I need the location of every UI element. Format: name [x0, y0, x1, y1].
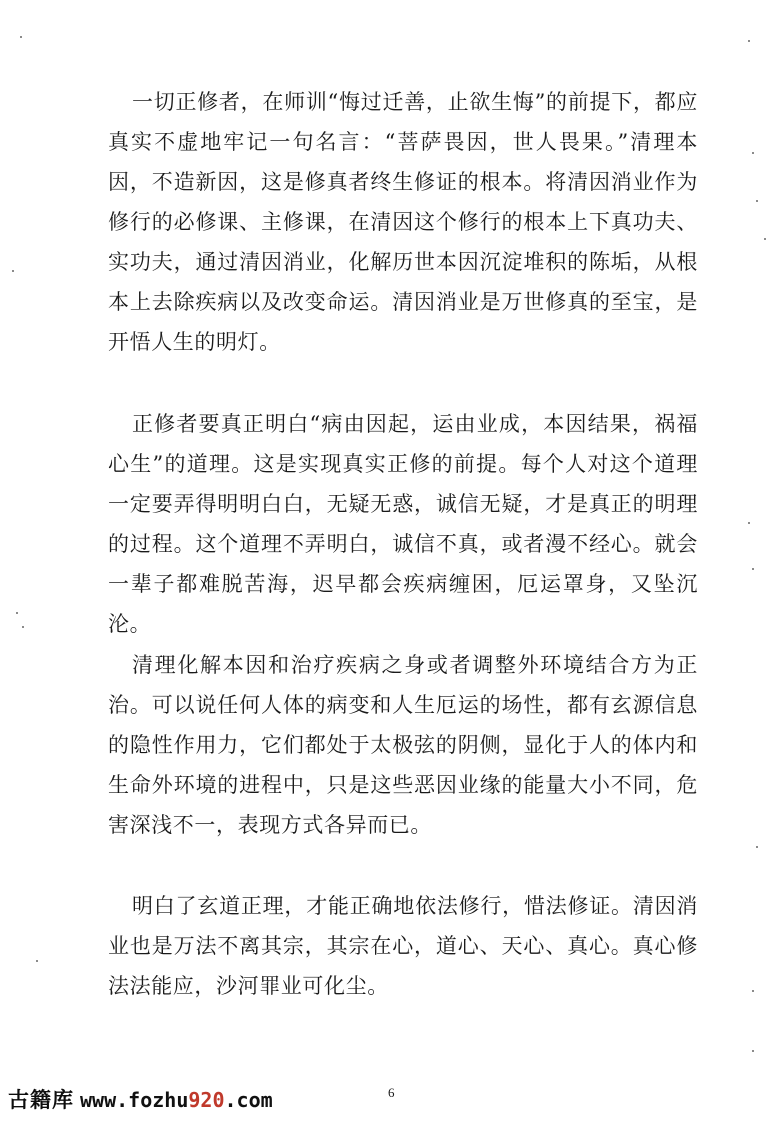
scan-speck [748, 40, 750, 42]
scan-speck [752, 152, 754, 154]
scan-speck [752, 990, 754, 992]
scan-speck [36, 960, 38, 962]
paragraph-1: 一切正修者，在师训“悔过迁善，止欲生悔”的前提下，都应真实不虚地牢记一句名言：“菩萨畏因，世人畏果。”清理本因，不造新因，这是修真者终生修证的根本。将清因消业作为修行的必修课、主修课，在清因这个修行的根本上下真功夫、实功夫，通过清因消业，化解历世本因沉淀堆积的陈垢，从根本上去除疾病以及改变命运。清因消业是万世修真的至宝，是开悟人生的明灯。 [108, 90, 698, 354]
watermark-site-name: 古籍库 [8, 1088, 74, 1112]
scan-speck [20, 36, 22, 38]
paragraph-3: 清理化解本因和治疗疾病之身或者调整外环境结合方为正治。可以说任何人体的病变和人生厄运的场性，都有玄源信息的隐性作用力，它们都处于太极弦的阴侧，显化于人的体内和生命外环境的进程中，只是这些恶因业缘的能量大小不同，危害深浅不一，表现方式各异而已。 [108, 653, 698, 837]
watermark-url-prefix: www.fozhu [80, 1088, 189, 1112]
scan-speck [12, 270, 14, 272]
watermark-url-digits: 920 [188, 1088, 225, 1112]
scan-speck [752, 1050, 754, 1052]
scan-speck [756, 200, 758, 202]
scan-speck [764, 238, 766, 240]
paragraph-2: 正修者要真正明白“病由因起，运由业成，本因结果，祸福心生”的道理。这是实现真实正修的前提。每个人对这个道理一定要弄得明明白白，无疑无惑，诚信无疑，才是真正的明理的过程。这个道理不弄明白，诚信不真，或者漫不经心。就会一辈子都难脱苦海，迟早都会疾病缠困，厄运罩身，又坠沉沦。 [108, 412, 698, 636]
scan-speck [752, 568, 754, 570]
watermark-url [80, 1088, 273, 1112]
watermark-url-suffix: .com [224, 1088, 273, 1112]
watermark [8, 1084, 273, 1114]
scan-speck [22, 626, 24, 628]
page-number: 6 [388, 1085, 395, 1100]
scan-speck [756, 846, 758, 848]
paragraph-4: 明白了玄道正理，才能正确地依法修行，惜法修证。清因消业也是万法不离其宗，其宗在心，道心、天心、真心。真心修法法能应，沙河罪业可化尘。 [108, 894, 698, 998]
scan-speck [748, 522, 750, 524]
scan-speck [16, 612, 18, 614]
